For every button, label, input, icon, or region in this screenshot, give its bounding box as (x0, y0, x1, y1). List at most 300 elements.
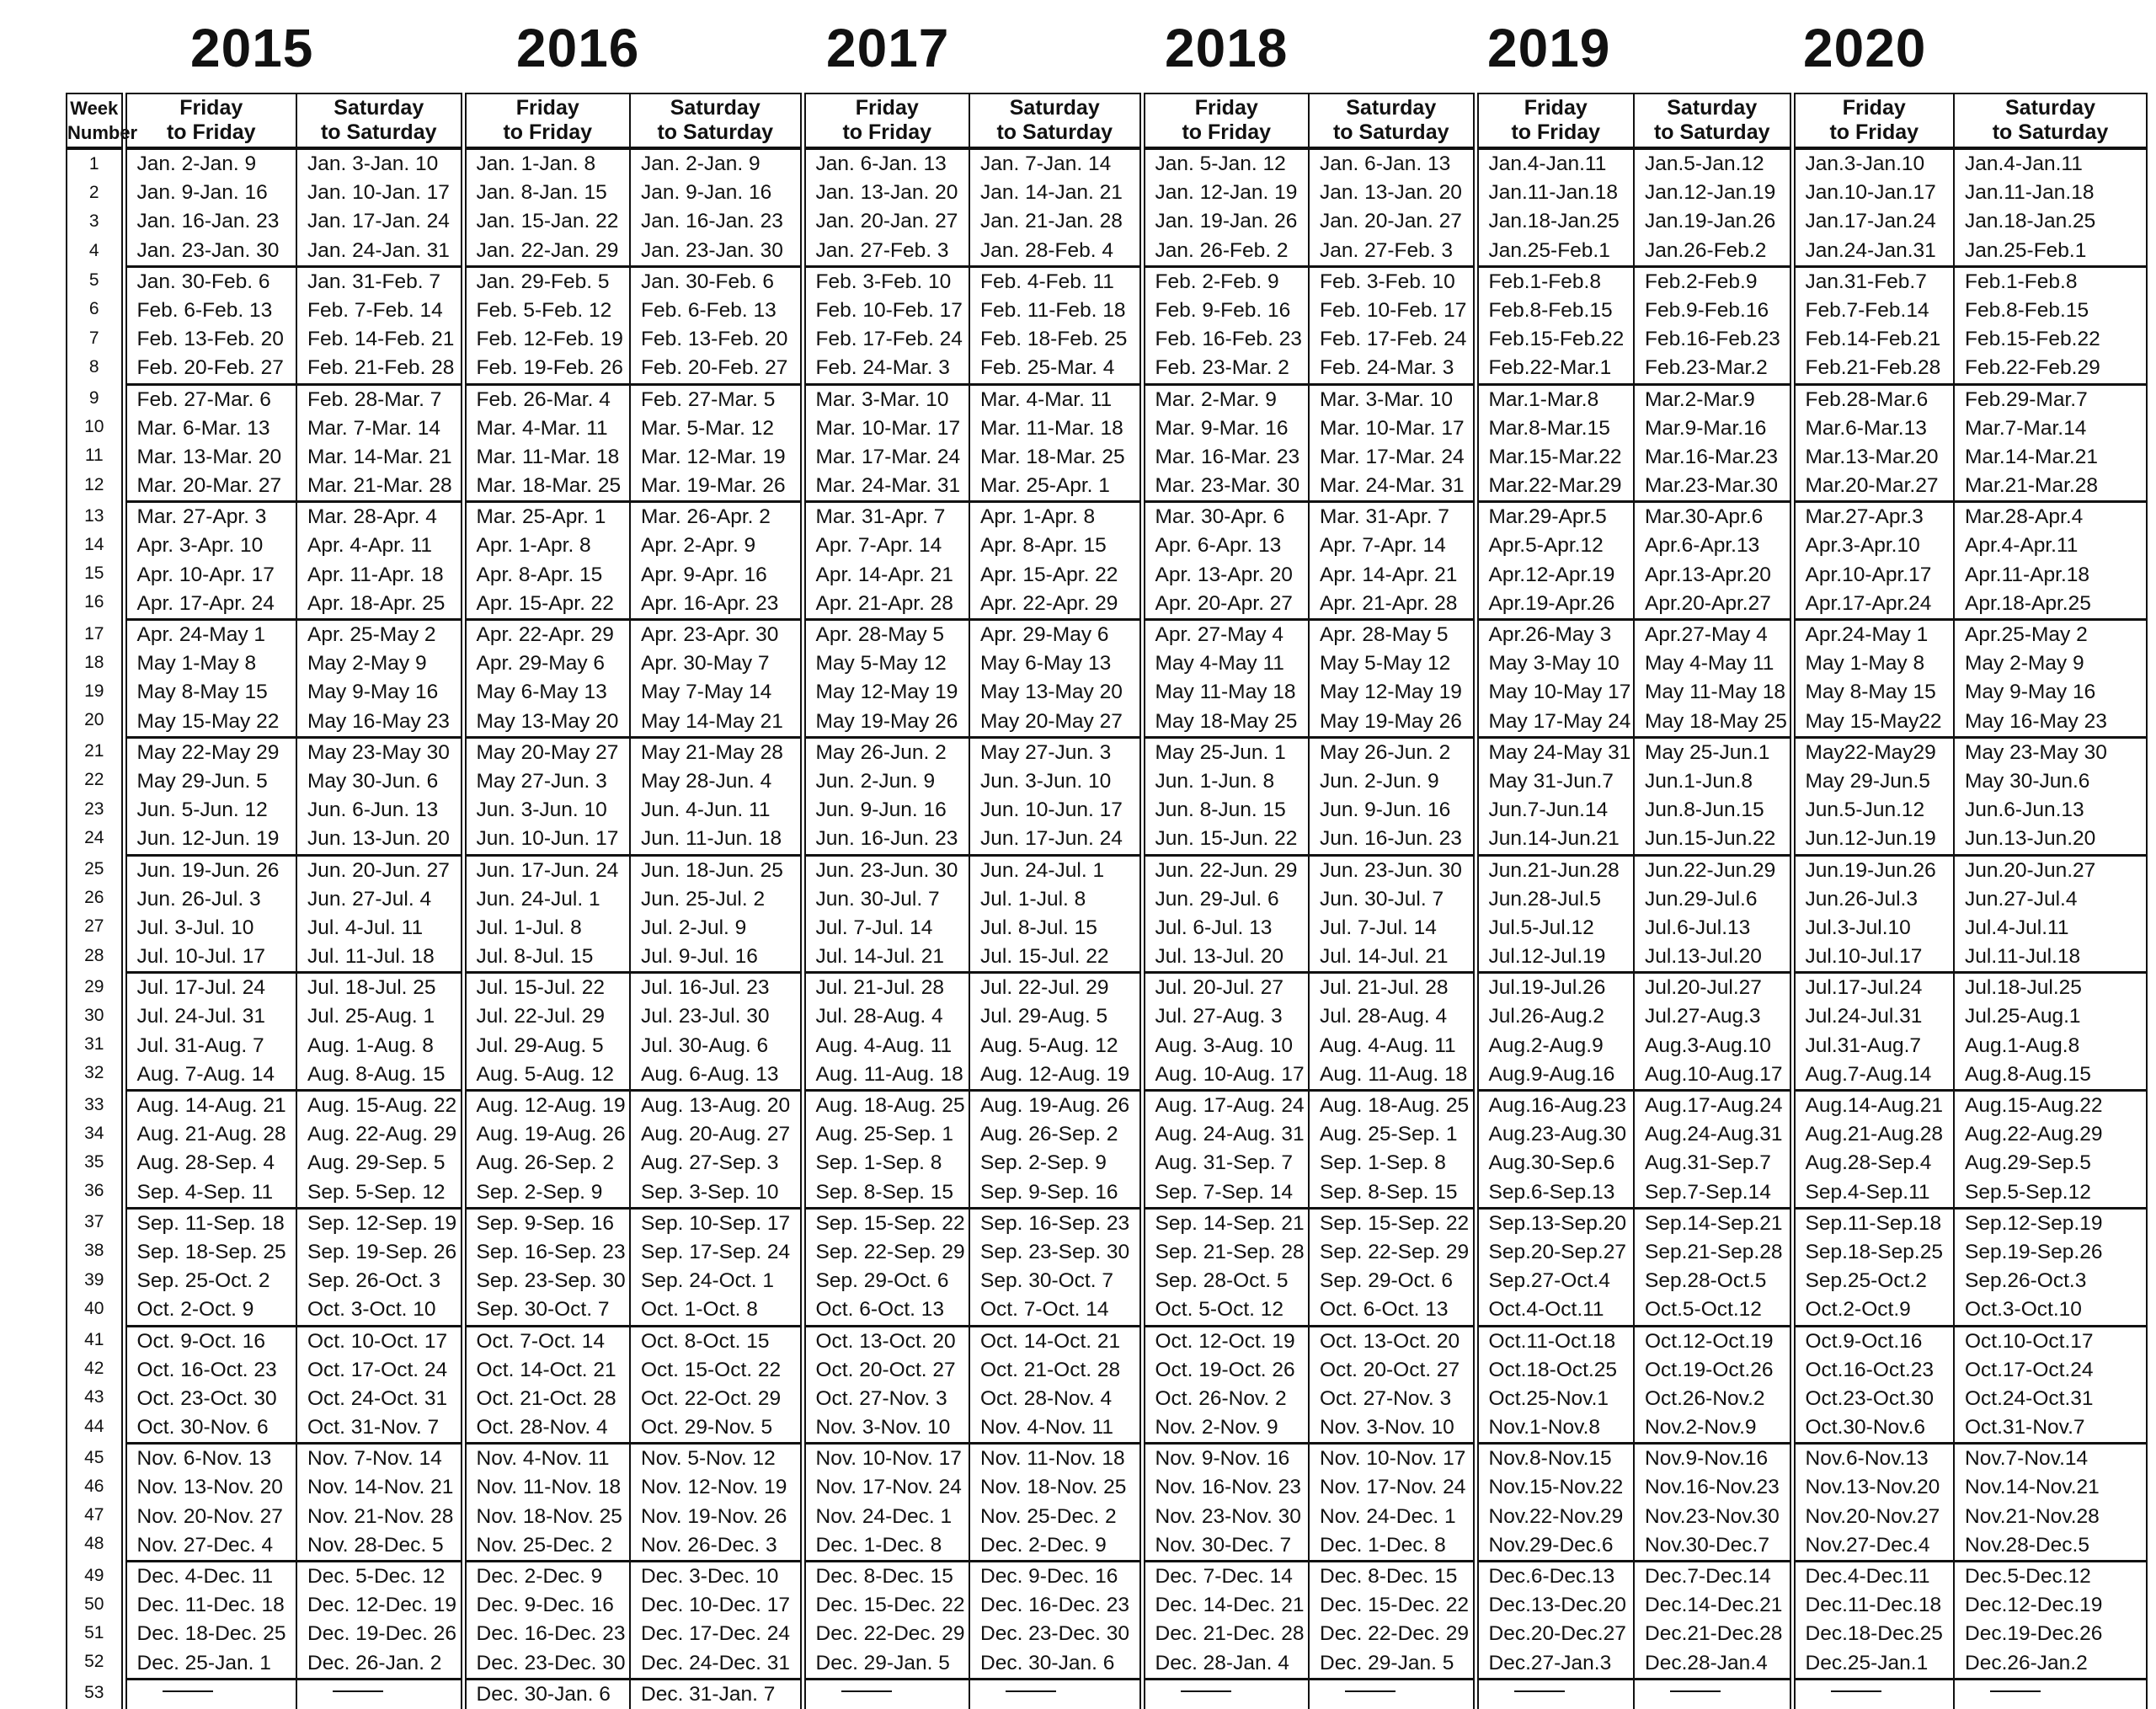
week-range: Sep. 9-Sep. 16 (476, 1211, 614, 1235)
week-number-cell (67, 855, 124, 973)
week-range: Nov. 20-Nov. 27 (136, 1504, 283, 1528)
week-range: Dec. 31-Jan. 7 (641, 1682, 776, 1706)
week-number: 14 (84, 534, 104, 554)
week-range: Aug.21-Aug.28 (1805, 1123, 1943, 1146)
week-range: Dec. 14-Dec. 21 (1155, 1594, 1305, 1617)
week-range: Nov.20-Nov.27 (1805, 1504, 1940, 1528)
week-range: Mar. 20-Mar. 27 (136, 474, 282, 498)
week-range: Oct. 29-Nov. 5 (641, 1416, 773, 1439)
week-range: Dec. 24-Dec. 31 (641, 1651, 791, 1674)
week-range: Oct. 15-Oct. 22 (641, 1358, 782, 1381)
week-block (67, 266, 2147, 384)
week-range: Oct.9-Oct.16 (1805, 1329, 1923, 1353)
week-range: Sep.11-Sep.18 (1805, 1211, 1942, 1235)
week-range: Jun. 23-Jun. 30 (1320, 858, 1462, 882)
week-range: Jan.25-Feb.1 (1965, 238, 2087, 262)
week-number: 35 (84, 1151, 104, 1172)
week-range: Feb. 9-Feb. 16 (1155, 298, 1291, 322)
week-range: Mar. 25-Apr. 1 (980, 474, 1110, 498)
week-range: Sep. 29-Oct. 6 (1320, 1269, 1453, 1293)
week-range: Sep. 17-Sep. 24 (641, 1240, 791, 1263)
week-range: Oct.18-Oct.25 (1488, 1358, 1618, 1381)
header-2016-sat (630, 93, 803, 148)
week-range: Jun. 17-Jun. 24 (476, 858, 619, 882)
week-range: Jan. 8-Jan. 15 (476, 181, 607, 205)
week-range: Jul.6-Jul.13 (1645, 916, 1751, 939)
week-range: May 3-May 10 (1488, 652, 1620, 676)
week-range: Jun.19-Jun.26 (1805, 858, 1936, 882)
cell-2016-fri (463, 1679, 630, 1709)
week-number: 9 (88, 388, 99, 408)
week-range: Oct. 22-Oct. 29 (641, 1386, 782, 1410)
week-range: Sep. 19-Sep. 26 (307, 1240, 457, 1263)
week-range: Mar.23-Mar.30 (1645, 474, 1778, 498)
week-range: Mar.30-Apr.6 (1645, 505, 1764, 529)
week-range: Nov.27-Dec.4 (1805, 1533, 1930, 1557)
week-range: Jan. 26-Feb. 2 (1155, 238, 1289, 262)
week-range: Jul. 28-Aug. 4 (815, 1005, 943, 1028)
week-range: Jul.17-Jul.24 (1805, 976, 1923, 1000)
cell-2018-sat (1309, 737, 1476, 855)
week-range: Aug. 21-Aug. 28 (136, 1123, 286, 1146)
week-number: 38 (84, 1241, 104, 1261)
week-range: Mar. 25-Apr. 1 (476, 505, 606, 529)
week-range: Sep. 22-Sep. 29 (815, 1240, 965, 1263)
week-range: Jan.26-Feb.2 (1645, 238, 1767, 262)
week-range: Dec.5-Dec.12 (1965, 1565, 2091, 1588)
week-range: Sep. 7-Sep. 14 (1155, 1180, 1293, 1204)
cell-2017-sat (969, 266, 1142, 384)
week-range: Apr. 25-May 2 (307, 623, 436, 646)
week-number: 18 (84, 652, 104, 672)
week-range: Dec.19-Dec.26 (1965, 1622, 2103, 1646)
week-range: Mar. 16-Mar. 23 (1155, 445, 1300, 468)
week-range: May 13-May 20 (476, 709, 619, 733)
week-range: Mar. 24-Mar. 31 (815, 474, 961, 498)
week-range: Apr. 11-Apr. 18 (307, 563, 444, 586)
cell-2017-fri (803, 1208, 969, 1326)
week-range: Dec. 28-Jan. 4 (1155, 1651, 1289, 1674)
week-range: Jun.5-Jun.12 (1805, 798, 1925, 822)
week-range: Jun. 27-Jul. 4 (307, 887, 432, 911)
week-range: Apr.12-Apr.19 (1488, 563, 1615, 586)
week-range: Jun.15-Jun.22 (1645, 827, 1776, 851)
week-range: Jul.10-Jul.17 (1805, 945, 1923, 969)
week-range: Jul.19-Jul.26 (1488, 976, 1606, 1000)
empty-week-dash (1965, 1680, 2146, 1709)
week-number: 37 (84, 1212, 104, 1232)
week-number: 32 (84, 1063, 104, 1083)
week-range: May 21-May 28 (641, 740, 783, 764)
cell-2019-sat (1634, 148, 1792, 266)
week-number: 29 (84, 976, 104, 996)
week-range: Apr. 8-Apr. 15 (476, 563, 603, 586)
cell-2017-fri (803, 973, 969, 1091)
week-range: Jul. 23-Jul. 30 (641, 1005, 770, 1028)
cell-2017-fri (803, 855, 969, 973)
week-range: Apr. 21-Apr. 28 (1320, 591, 1458, 615)
week-range: Jul.25-Aug.1 (1965, 1005, 2081, 1028)
week-calendar-table (66, 93, 2148, 1709)
week-number: 12 (84, 474, 104, 494)
cell-2015-fri (124, 1444, 296, 1562)
cell-2016-fri (463, 855, 630, 973)
week-range: Oct. 6-Oct. 13 (1320, 1298, 1449, 1322)
cell-2020-fri (1792, 1208, 1954, 1326)
cell-2018-fri (1142, 148, 1309, 266)
cell-2015-sat (296, 1562, 463, 1680)
week-range: Sep.28-Oct.5 (1645, 1269, 1767, 1293)
week-range: Sep.26-Oct.3 (1965, 1269, 2087, 1293)
cell-2019-fri (1476, 1208, 1634, 1326)
week-range: Nov. 21-Nov. 28 (307, 1504, 454, 1528)
cell-2016-sat (630, 148, 803, 266)
week-number: 31 (84, 1034, 104, 1055)
week-range: Dec.25-Jan.1 (1805, 1651, 1929, 1674)
week-number: 49 (84, 1565, 104, 1585)
week-range: Oct. 8-Oct. 15 (641, 1329, 770, 1353)
header-line: Friday (1194, 96, 1258, 120)
cell-2015-sat (296, 1091, 463, 1209)
week-range: Jul.5-Jul.12 (1488, 916, 1594, 939)
week-range: Jun. 15-Jun. 22 (1155, 827, 1298, 851)
week-range: Sep. 28-Oct. 5 (1155, 1269, 1289, 1293)
week-range: May 24-May 31 (1488, 740, 1631, 764)
cell-2020-sat (1954, 384, 2147, 502)
week-number: 39 (84, 1269, 104, 1290)
week-number-cell (67, 1326, 124, 1444)
week-range: Dec. 15-Dec. 22 (815, 1594, 965, 1617)
cell-2019-sat (1634, 1444, 1792, 1562)
week-range: Nov. 18-Nov. 25 (980, 1476, 1127, 1499)
cell-2019-fri (1476, 620, 1634, 738)
week-range: Aug. 18-Aug. 25 (1320, 1094, 1470, 1117)
cell-2019-fri (1476, 855, 1634, 973)
week-range: Sep. 1-Sep. 8 (1320, 1151, 1446, 1175)
cell-2020-fri (1792, 1091, 1954, 1209)
week-number: 53 (84, 1683, 104, 1703)
week-range: Mar.2-Mar.9 (1645, 387, 1755, 411)
week-range: Aug.23-Aug.30 (1488, 1123, 1626, 1146)
week-range: Nov. 5-Nov. 12 (641, 1447, 776, 1471)
empty-week-dash (980, 1680, 1139, 1709)
cell-2020-sat (1954, 148, 2147, 266)
week-range: Dec. 29-Jan. 5 (815, 1651, 950, 1674)
week-range: May 15-May22 (1805, 709, 1942, 733)
week-range: Jul.31-Aug.7 (1805, 1033, 1922, 1057)
week-range: Feb. 10-Feb. 17 (815, 298, 963, 322)
week-range: Aug. 25-Sep. 1 (815, 1123, 953, 1146)
week-range: Nov.1-Nov.8 (1488, 1416, 1601, 1439)
week-range: Mar. 30-Apr. 6 (1155, 505, 1285, 529)
week-range: Sep. 5-Sep. 12 (307, 1180, 446, 1204)
week-range: Jul.24-Jul.31 (1805, 1005, 1923, 1028)
week-range: Jan.11-Jan.18 (1488, 181, 1618, 205)
week-range: Nov. 24-Dec. 1 (1320, 1504, 1456, 1528)
week-range: Dec.27-Jan.3 (1488, 1651, 1612, 1674)
week-range: Jul. 21-Jul. 28 (815, 976, 945, 1000)
cell-2020-fri (1792, 266, 1954, 384)
empty-week-dash (1155, 1680, 1309, 1709)
header-2020-sat (1954, 93, 2147, 148)
week-range: Jan.4-Jan.11 (1488, 152, 1607, 175)
week-range: May 20-May 27 (980, 709, 1123, 733)
week-range: Sep.12-Sep.19 (1965, 1211, 2103, 1235)
week-number: 20 (84, 710, 104, 730)
empty-week-dash (1489, 1680, 1634, 1709)
week-range: Jul.11-Jul.18 (1965, 945, 2081, 969)
week-range: Jun. 30-Jul. 7 (1320, 887, 1444, 911)
week-range: May 11-May 18 (1645, 681, 1786, 704)
week-range: Oct. 21-Oct. 28 (980, 1358, 1121, 1381)
week-range: Feb. 19-Feb. 26 (476, 356, 623, 380)
week-range: Jan.31-Feb.7 (1805, 270, 1927, 293)
week-range: Jul. 25-Aug. 1 (307, 1005, 435, 1028)
week-range: Aug. 25-Sep. 1 (1320, 1123, 1458, 1146)
header-line: Friday (179, 96, 243, 120)
cell-2015-sat (296, 1444, 463, 1562)
week-range: Apr. 4-Apr. 11 (307, 534, 432, 558)
week-range: Jul. 31-Aug. 7 (136, 1033, 264, 1057)
week-range: Jul.27-Aug.3 (1645, 1005, 1761, 1028)
week-range: Apr. 14-Apr. 21 (1320, 563, 1458, 586)
week-range: Apr. 7-Apr. 14 (815, 534, 942, 558)
cell-2018-fri (1142, 1208, 1309, 1326)
week-range: Mar. 17-Mar. 24 (815, 445, 961, 468)
week-range: May 19-May 26 (815, 709, 958, 733)
cell-2017-fri (803, 502, 969, 620)
week-range: Oct.23-Oct.30 (1805, 1386, 1935, 1410)
week-range: May 17-May 24 (1488, 709, 1631, 733)
week-range: Sep.13-Sep.20 (1488, 1211, 1626, 1235)
week-range: May 19-May 26 (1320, 709, 1462, 733)
week-range: Nov. 24-Dec. 1 (815, 1504, 953, 1528)
week-number: 42 (84, 1359, 104, 1379)
week-range: Apr. 13-Apr. 20 (1155, 563, 1293, 586)
cell-2016-sat (630, 384, 803, 502)
cell-2017-fri (803, 1679, 969, 1709)
cell-2017-sat (969, 1326, 1142, 1444)
week-range: Aug. 29-Sep. 5 (307, 1151, 446, 1175)
week-range: Sep. 8-Sep. 15 (815, 1180, 953, 1204)
week-range: Aug.15-Aug.22 (1965, 1094, 2103, 1117)
week-range: Jan. 29-Feb. 5 (476, 270, 610, 293)
header-2020-fri (1792, 93, 1954, 148)
week-range: Oct. 20-Oct. 27 (1320, 1358, 1460, 1381)
week-range: May22-May29 (1805, 740, 1936, 764)
week-range: Oct. 7-Oct. 14 (476, 1329, 605, 1353)
week-range: Nov. 28-Dec. 5 (307, 1533, 444, 1557)
header-2018-sat (1309, 93, 1476, 148)
week-range: Apr.27-May 4 (1645, 623, 1768, 646)
week-range: Feb.8-Feb.15 (1965, 298, 2089, 322)
week-range: Mar. 28-Apr. 4 (307, 505, 437, 529)
week-range: Jul. 16-Jul. 23 (641, 976, 770, 1000)
week-range: Nov.23-Nov.30 (1645, 1504, 1780, 1528)
cell-2020-sat (1954, 1326, 2147, 1444)
week-range: Oct. 28-Nov. 4 (476, 1416, 608, 1439)
week-range: Jan. 19-Jan. 26 (1155, 210, 1298, 233)
week-range: Feb. 20-Feb. 27 (641, 356, 788, 380)
week-range: Mar.9-Mar.16 (1645, 416, 1767, 440)
week-range: Nov. 11-Nov. 18 (476, 1476, 622, 1499)
cell-2015-fri (124, 148, 296, 266)
week-range: Jan. 23-Jan. 30 (136, 238, 280, 262)
week-range: Feb.22-Feb.29 (1965, 356, 2100, 380)
week-range: Jul. 10-Jul. 17 (136, 945, 266, 969)
week-range: Nov.7-Nov.14 (1965, 1447, 2089, 1471)
cell-2020-sat (1954, 1091, 2147, 1209)
week-range: May 20-May 27 (476, 740, 619, 764)
week-range: Jun. 16-Jun. 23 (1320, 827, 1462, 851)
cell-2016-sat (630, 1679, 803, 1709)
week-range: Feb. 14-Feb. 21 (307, 328, 455, 351)
week-range: Mar.14-Mar.21 (1965, 445, 2098, 468)
week-range: Jun. 30-Jul. 7 (815, 887, 940, 911)
week-range: Jun. 12-Jun. 19 (136, 827, 280, 851)
week-range: Mar. 27-Apr. 3 (136, 505, 267, 529)
week-range: May 10-May 17 (1488, 681, 1631, 704)
cell-2020-sat (1954, 973, 2147, 1091)
week-range: May 26-Jun. 2 (815, 740, 947, 764)
week-range: Feb. 28-Mar. 7 (307, 387, 442, 411)
week-range: Dec. 9-Dec. 16 (476, 1594, 614, 1617)
week-range: Mar. 7-Mar. 14 (307, 416, 440, 440)
week-range: Jan.5-Jan.12 (1645, 152, 1764, 175)
week-range: May 4-May 11 (1155, 652, 1284, 676)
cell-2020-sat (1954, 1679, 2147, 1709)
week-range: Apr. 15-Apr. 22 (980, 563, 1118, 586)
week-number: 45 (84, 1447, 104, 1467)
week-range: Mar.28-Apr.4 (1965, 505, 2084, 529)
week-block (67, 855, 2147, 973)
week-range: Jan.17-Jan.24 (1805, 210, 1936, 233)
cell-2018-fri (1142, 1091, 1309, 1209)
cell-2020-sat (1954, 1208, 2147, 1326)
week-range: Sep. 14-Sep. 21 (1155, 1211, 1305, 1235)
week-range: Jan. 24-Jan. 31 (307, 238, 450, 262)
cell-2019-fri (1476, 148, 1634, 266)
week-number: 28 (84, 945, 104, 965)
empty-week-dash (816, 1680, 969, 1709)
week-range: Jun. 25-Jul. 2 (641, 887, 766, 911)
week-number: 23 (84, 798, 104, 819)
week-block (67, 1444, 2147, 1562)
week-range: Feb. 10-Feb. 17 (1320, 298, 1467, 322)
week-range: Aug.22-Aug.29 (1965, 1123, 2103, 1146)
week-range: Jan.11-Jan.18 (1965, 181, 2095, 205)
week-range: Jan. 20-Jan. 27 (1320, 210, 1462, 233)
week-range: Jul. 2-Jul. 9 (641, 916, 747, 939)
week-range: Oct. 1-Oct. 8 (641, 1298, 758, 1322)
week-range: Sep. 16-Sep. 23 (476, 1240, 626, 1263)
week-range: Jul.3-Jul.10 (1805, 916, 1911, 939)
cell-2016-sat (630, 620, 803, 738)
week-range: Dec.28-Jan.4 (1645, 1651, 1768, 1674)
week-range: Jun. 29-Jul. 6 (1155, 887, 1279, 911)
week-range: Aug. 19-Aug. 26 (980, 1094, 1130, 1117)
week-range: Apr.10-Apr.17 (1805, 563, 1932, 586)
week-number: 33 (84, 1094, 104, 1114)
week-range: Apr. 27-May 4 (1155, 623, 1284, 646)
week-range: Nov. 10-Nov. 17 (1320, 1447, 1466, 1471)
cell-2016-sat (630, 1326, 803, 1444)
week-range: Sep. 26-Oct. 3 (307, 1269, 440, 1293)
week-block (67, 1562, 2147, 1680)
week-range: Aug. 13-Aug. 20 (641, 1094, 791, 1117)
week-range: Jan. 6-Jan. 13 (1320, 152, 1451, 175)
week-range: Jan. 22-Jan. 29 (476, 238, 619, 262)
week-range: Sep. 30-Oct. 7 (980, 1269, 1113, 1293)
week-range: Sep. 24-Oct. 1 (641, 1269, 774, 1293)
week-range: Oct. 7-Oct. 14 (980, 1298, 1109, 1322)
week-range: Jun. 24-Jul. 1 (476, 887, 600, 911)
week-range: Sep. 10-Sep. 17 (641, 1211, 791, 1235)
week-range: May 27-Jun. 3 (476, 769, 607, 793)
week-number: 47 (84, 1505, 104, 1525)
week-range: Nov. 2-Nov. 9 (1155, 1416, 1278, 1439)
cell-2015-fri (124, 855, 296, 973)
week-range: Jul. 24-Jul. 31 (136, 1005, 266, 1028)
cell-2019-fri (1476, 737, 1634, 855)
cell-2019-fri (1476, 502, 1634, 620)
week-range: Jul. 28-Aug. 4 (1320, 1005, 1448, 1028)
week-range: Oct. 6-Oct. 13 (815, 1298, 944, 1322)
week-range: Aug. 27-Sep. 3 (641, 1151, 779, 1175)
week-number: 16 (84, 592, 104, 612)
week-range: Jan. 9-Jan. 16 (136, 181, 268, 205)
week-range: Jan. 17-Jan. 24 (307, 210, 450, 233)
week-range: Mar.13-Mar.20 (1805, 445, 1939, 468)
week-range: Sep. 25-Oct. 2 (136, 1269, 270, 1293)
week-range: Feb. 6-Feb. 13 (136, 298, 273, 322)
cell-2020-sat (1954, 620, 2147, 738)
week-number-cell (67, 1444, 124, 1562)
cell-2017-sat (969, 737, 1142, 855)
week-range: Feb. 3-Feb. 10 (1320, 270, 1455, 293)
header-2016-fri (463, 93, 630, 148)
cell-2020-fri (1792, 1444, 1954, 1562)
week-number-cell (67, 266, 124, 384)
column-header-row (67, 93, 2147, 148)
week-range: Sep.4-Sep.11 (1805, 1180, 1930, 1204)
cell-2020-fri (1792, 502, 1954, 620)
cell-2018-fri (1142, 737, 1309, 855)
week-range: Nov.28-Dec.5 (1965, 1533, 2089, 1557)
week-range: Aug. 18-Aug. 25 (815, 1094, 965, 1117)
week-range: Nov. 11-Nov. 18 (980, 1447, 1125, 1471)
year-label-2017: 2017 (826, 18, 950, 78)
cell-2017-fri (803, 1562, 969, 1680)
week-number: 21 (84, 741, 104, 761)
header-line: Saturday (1346, 96, 1437, 120)
week-range: Aug. 10-Aug. 17 (1155, 1062, 1305, 1086)
week-range: Nov.21-Nov.28 (1965, 1504, 2100, 1528)
week-range: Dec. 1-Dec. 8 (1320, 1533, 1446, 1557)
week-range: Apr. 29-May 6 (980, 623, 1109, 646)
week-range: Nov. 23-Nov. 30 (1155, 1504, 1301, 1528)
week-range: Dec.7-Dec.14 (1645, 1565, 1771, 1588)
cell-2018-fri (1142, 1326, 1309, 1444)
week-range: Dec.13-Dec.20 (1488, 1594, 1626, 1617)
cell-2018-sat (1309, 855, 1476, 973)
week-range: Oct.3-Oct.10 (1965, 1298, 2082, 1322)
week-range: Dec. 17-Dec. 24 (641, 1622, 791, 1646)
week-range: May 29-Jun.5 (1805, 769, 1930, 793)
empty-week-dash (307, 1680, 461, 1709)
cell-2020-sat (1954, 737, 2147, 855)
header-line: Friday (1842, 96, 1906, 120)
